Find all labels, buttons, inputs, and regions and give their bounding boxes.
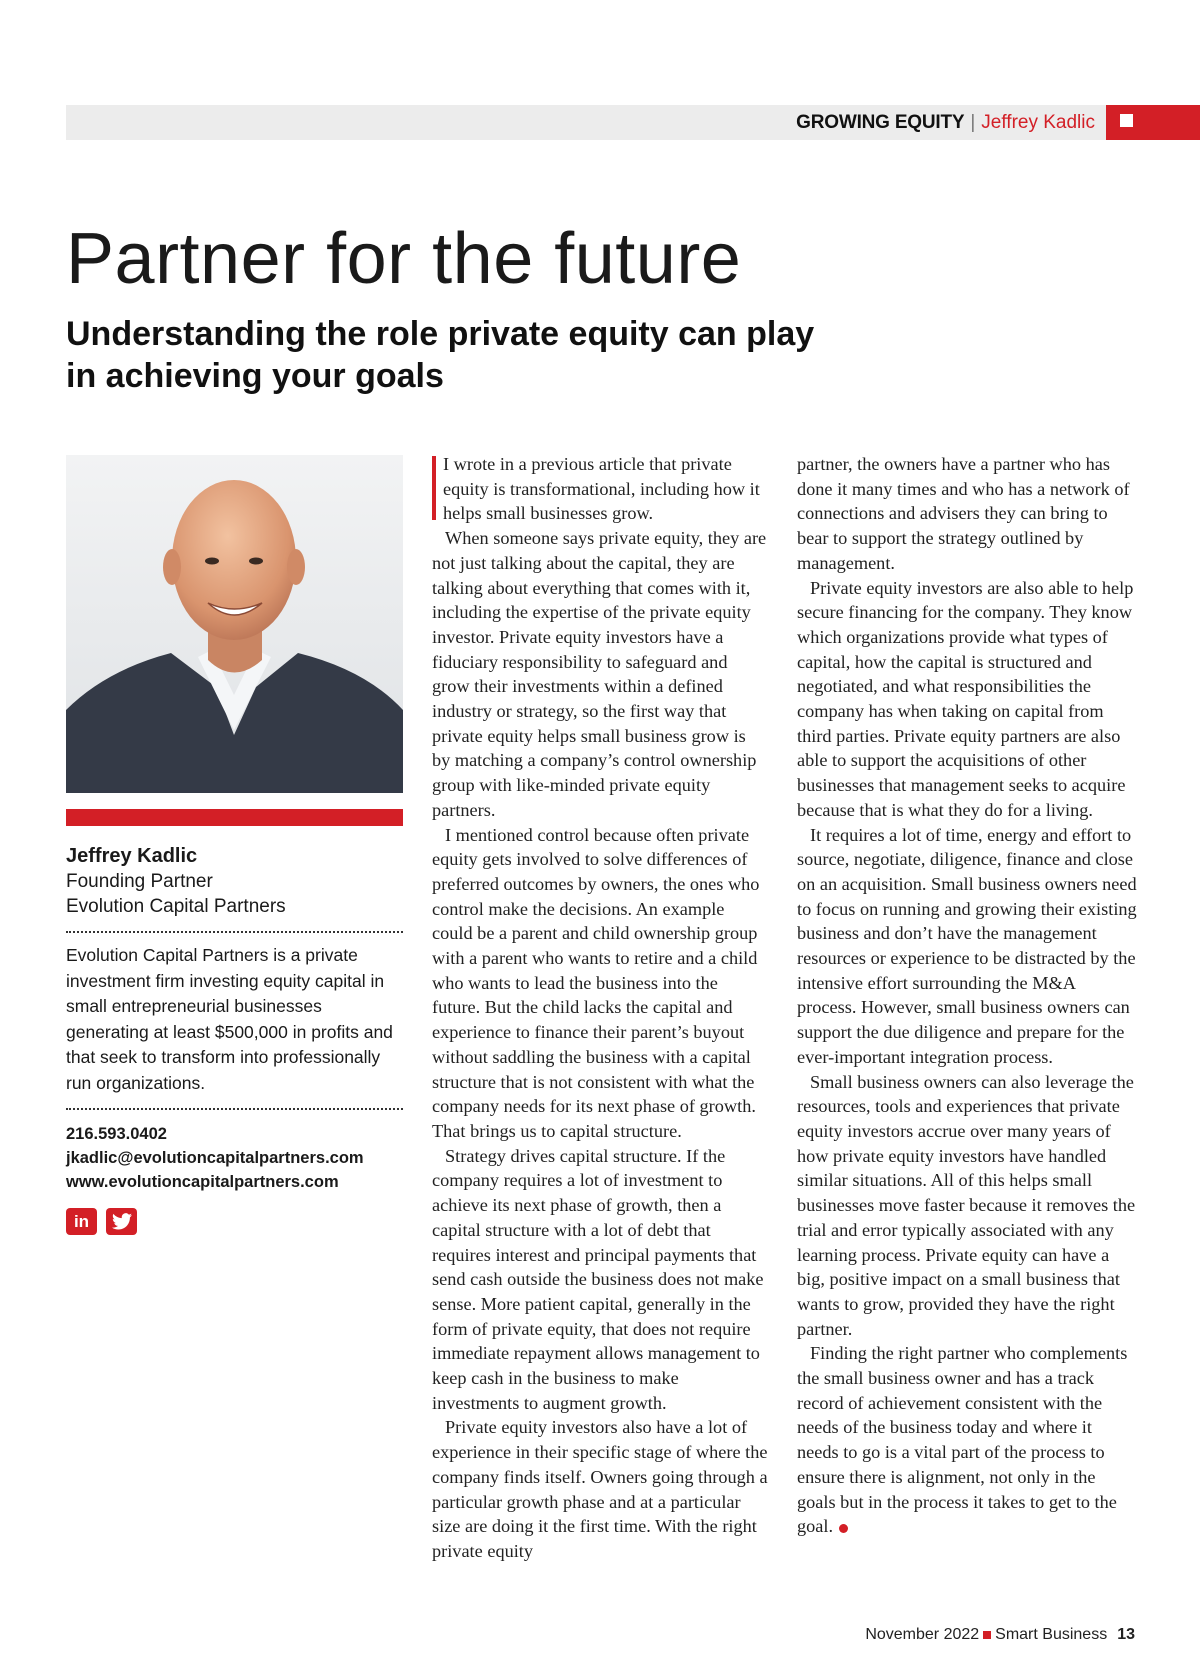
- header-text: [796, 105, 1095, 140]
- footer-publication: Smart Business: [995, 1626, 1108, 1643]
- dotted-divider: [66, 931, 403, 933]
- article-paragraph: [797, 1341, 1137, 1539]
- header-bar: [66, 105, 1200, 140]
- closing-paragraph-text: Finding the right partner who complements the small business owner and has a track record of achievement consistent with the needs of the business today and where it needs to go is a vital part of the process to ensure there is alignment, not only in the goals but in the process it takes to get to the goal.: [797, 1343, 1128, 1537]
- author-company: Evolution Capital Partners: [66, 896, 286, 917]
- article-paragraph: Private equity investors are also able to help secure financing for the company. They know which organizations provide what types of capital, how the capital is structured and negotiated, and what responsibilities the company has when taking on capital from third parties. Private equity partners are also able to support the acquisitions of other businesses that management seeks to acquire because that is what they do for a living.: [797, 577, 1134, 820]
- article-paragraph: Small business owners can also leverage the resources, tools and experiences that private equity investors accrue over many years of how private equity investors have handled similar situations. All of this helps small businesses move faster because it removes the trial and error typically associated with any learning process. Private equity can have a big, positive impact on a small business that wants to grow, provided they have the right partner.: [797, 1071, 1136, 1339]
- square-icon: [1120, 114, 1133, 127]
- sidebar-divider-bar: [66, 809, 403, 826]
- article-paragraph: Private equity investors also have a lot of experience in their specific stage of where the company finds itself. Owners going through a particular growth phase and at a particular size are doing it the first time. With the right private equity: [432, 1417, 768, 1561]
- header-author: Jeffrey Kadlic: [981, 112, 1095, 133]
- article-title: Partner for the future: [66, 219, 742, 299]
- website-link[interactable]: www.evolutioncapitalpartners.com: [66, 1173, 339, 1191]
- article-subtitle: Understanding the role private equity can play in achieving your goals: [66, 315, 815, 395]
- page-number: 13: [1117, 1626, 1135, 1643]
- twitter-icon[interactable]: [106, 1208, 137, 1235]
- portrait-image: [66, 455, 403, 793]
- header-separator: |: [970, 112, 976, 133]
- dotted-divider: [66, 1108, 403, 1110]
- article-paragraph: Strategy drives capital structure. If the company requires a lot of investment to achieve its next phase of growth, then a capital structure with a lot of debt that requires interest and principal payments that send cash outside the business does not make sense. More patient capital, generally in the form of private equity, that does not require immediate repayment allows management to keep cash in the business to make investments to augment growth.: [432, 1145, 764, 1413]
- footer-date: November 2022: [865, 1626, 980, 1643]
- linkedin-label: in: [73, 1211, 90, 1231]
- author-sidebar: [66, 843, 403, 1235]
- article-paragraph: I mentioned control because often private equity gets involved to solve differences of preferred outcomes by owners, the ones who control make the decisions. An example could be a parent and child ownership group with a parent who wants to retire and a child who wants to lead the business into the future. But the child lacks the capital and experience to finance their parent’s buyout without saddling the business with a capital structure that is not consistent with what the company needs for its next phase of growth. That brings us to capital structure.: [432, 824, 760, 1141]
- article-paragraph: When someone says private equity, they are not just talking about the capital, they are talking about everything that comes with it, including the expertise of the private equity investor. Private equity investors have a fiduciary responsibility to safeguard and grow their investments within a defined industry or strategy, so the first way that private equity helps small business grow is by matching a company’s control ownership group with like-minded private equity partners.: [432, 528, 767, 820]
- contact-info: [66, 1122, 403, 1194]
- company-bio: Evolution Capital Partners is a private investment firm investing equity capital in small entrepreneurial businesses generating at least $500,000 in profits and that seek to transform into professionally run organizations.: [66, 945, 393, 1093]
- email-link[interactable]: jkadlic@evolutioncapitalpartners.com: [66, 1149, 364, 1167]
- square-icon: [983, 1631, 991, 1639]
- article-column-1: [432, 452, 768, 1564]
- page-footer: [865, 1626, 1135, 1644]
- section-label: GROWING EQUITY: [796, 112, 965, 133]
- author-photo: [66, 455, 403, 793]
- linkedin-icon[interactable]: [66, 1208, 97, 1235]
- article-paragraph: [432, 452, 768, 526]
- article-paragraph: It requires a lot of time, energy and effort to source, negotiate, diligence, finance and close on an acquisition. Small business owners need to focus on running and growing their existing business and don’t have the management resources or experience to be distracted by the intensive effort surrounding the M&A process. However, small business owners can support the due diligence and prepare for the ever-important integration process.: [797, 824, 1137, 1067]
- header-accent-block: [1106, 105, 1200, 140]
- author-name: Jeffrey Kadlic: [66, 845, 198, 867]
- social-links: [66, 1208, 403, 1235]
- author-role: Founding Partner: [66, 871, 213, 892]
- article-column-2: [797, 452, 1137, 1539]
- end-mark-icon: [839, 1524, 848, 1533]
- phone-number: 216.593.0402: [66, 1125, 167, 1143]
- twitter-bird-icon: [112, 1213, 132, 1230]
- lead-paragraph-text: I wrote in a previous article that private equity is transformational, including how it helps small businesses grow.: [443, 454, 760, 524]
- article-paragraph: partner, the owners have a partner who has done it many times and who has a network of connections and advisers they can bring to bear to support the strategy outlined by management.: [797, 454, 1130, 573]
